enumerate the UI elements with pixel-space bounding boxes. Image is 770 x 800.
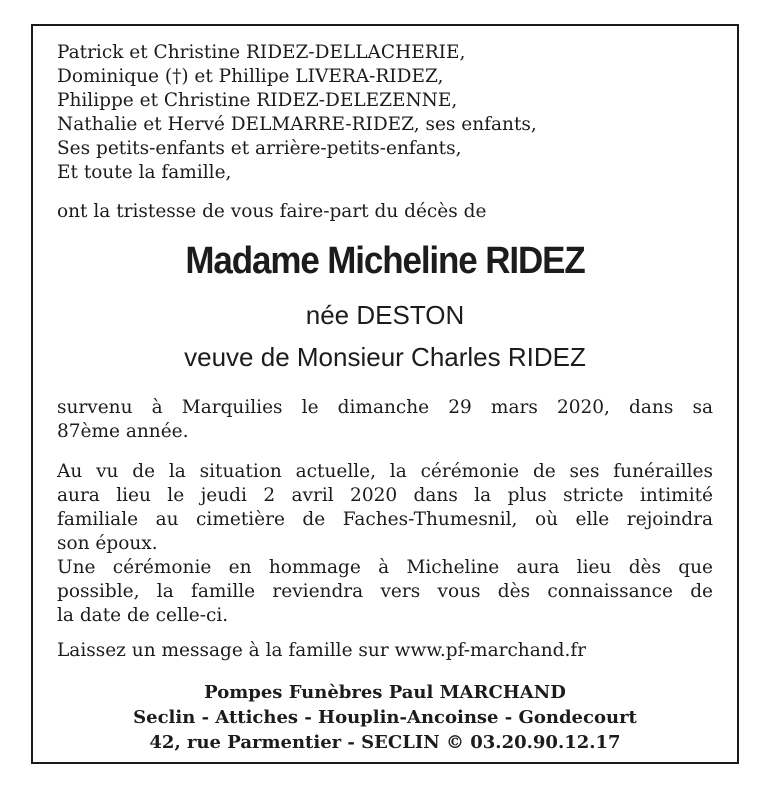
deceased-name: Madame Micheline RIDEZ — [185, 240, 585, 282]
message-text: Laissez un message à la famille sur www.pf-marchand.fr — [57, 640, 587, 661]
death-line: survenu à Marquilies le dimanche 29 mars 2020, dans sa — [57, 397, 713, 418]
announcement-text: ont la tristesse de vous faire-part du décès de — [57, 201, 487, 222]
ceremony-line: familiale au cimetière de Faches-Thumesnil, où elle rejoindra — [57, 509, 713, 530]
maiden-name: née DESTON — [305, 300, 465, 330]
family-line: Patrick et Christine RIDEZ-DELLACHERIE, — [57, 42, 466, 63]
family-line: Philippe et Christine RIDEZ-DELEZENNE, — [57, 90, 458, 111]
homage-details — [57, 556, 713, 628]
funeral-home-address: 42, rue Parmentier - SECLIN © 03.20.90.12.17 — [149, 732, 621, 753]
ceremony-line: Au vu de la situation actuelle, la cérémonie de ses funérailles — [57, 461, 713, 482]
ceremony-details — [57, 460, 713, 556]
family-line: Ses petits-enfants et arrière-petits-enfants, — [57, 138, 462, 159]
funeral-home-locations: Seclin - Attiches - Houplin-Ancoinse - Gondecourt — [133, 707, 637, 728]
family-line: Nathalie et Hervé DELMARRE-RIDEZ, ses enfants, — [57, 114, 537, 135]
family-line: Dominique (†) et Phillipe LIVERA-RIDEZ, — [57, 66, 444, 87]
widow-of: veuve de Monsieur Charles RIDEZ — [184, 342, 586, 372]
ceremony-line: aura lieu le jeudi 2 avril 2020 dans la plus stricte intimité — [57, 485, 713, 506]
homage-line: Une cérémonie en hommage à Micheline aura lieu dès que — [57, 557, 713, 578]
death-line: 87ème année. — [57, 421, 189, 442]
death-details — [57, 396, 713, 444]
ceremony-line: son époux. — [57, 533, 158, 554]
homage-line: possible, la famille reviendra vers vous dès connaissance de — [57, 581, 713, 602]
family-line: Et toute la famille, — [57, 162, 232, 183]
homage-line: la date de celle-ci. — [57, 605, 229, 626]
funeral-home-name: Pompes Funèbres Paul MARCHAND — [204, 682, 566, 703]
